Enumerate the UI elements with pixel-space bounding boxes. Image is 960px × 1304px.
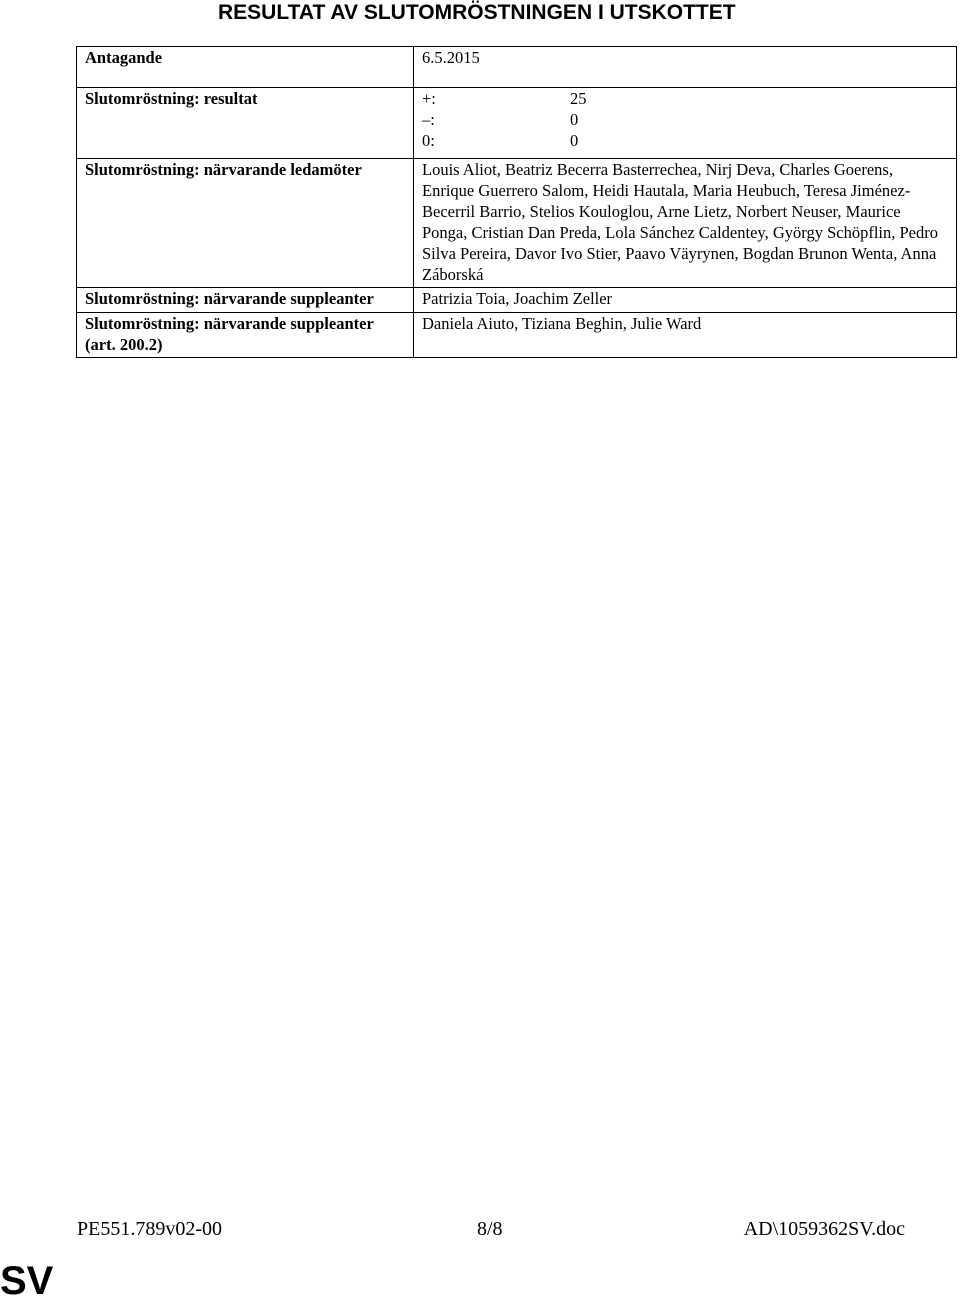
vote-sign: +: [422,89,436,108]
table-row-adoption [77,47,957,88]
adoption-date: 6.5.2015 [414,47,957,88]
language-code: SV [0,1259,54,1303]
vote-count: 0 [570,110,579,129]
substitutes-art-label: Slutomröstning: närvarande suppleanter (art. 200.2) [77,313,414,358]
vote-sign: –: [422,110,435,129]
page-heading: RESULTAT AV SLUTOMRÖSTNINGEN I UTSKOTTET [218,1,736,24]
table-row-members [77,159,957,288]
vote-count: 0 [570,131,579,150]
substitutes-art-list: Daniela Aiuto, Tiziana Beghin, Julie Ward [414,313,957,358]
result-label: Slutomröstning: resultat [77,88,414,159]
vote-line-for [422,88,948,109]
substitutes-list: Patrizia Toia, Joachim Zeller [414,288,957,313]
adoption-label: Antagande [77,47,414,88]
final-vote-table [76,46,957,358]
substitutes-label: Slutomröstning: närvarande suppleanter [77,288,414,313]
file-reference: AD\1059362SV.doc [743,1218,905,1240]
vote-line-against [422,109,948,130]
vote-count: 25 [570,89,587,108]
members-label: Slutomröstning: närvarande ledamöter [77,159,414,288]
vote-line-abstain [422,130,948,151]
members-list: Louis Aliot, Beatriz Becerra Basterrechea, Nirj Deva, Charles Goerens, Enrique Guerrero Salom, Heidi Hautala, Maria Heubuch, Teresa Jiménez-Becerril Barrio, Stelios Kouloglou, Arne Lietz, Norbert Neuser, Maurice Ponga, Cristian Dan Preda, Lola Sánchez Caldentey, György Schöpflin, Pedro Silva Pereira, Davor Ivo Stier, Paavo Väyrynen, Bogdan Brunon Wenta, Anna Záborská [414,159,957,288]
vote-sign: 0: [422,131,435,150]
table-row-substitutes [77,288,957,313]
vote-tally [414,88,957,159]
table-row-result [77,88,957,159]
page-number: 8/8 [477,1218,503,1240]
document-reference: PE551.789v02-00 [77,1218,222,1240]
table-row-substitutes-art [77,313,957,358]
